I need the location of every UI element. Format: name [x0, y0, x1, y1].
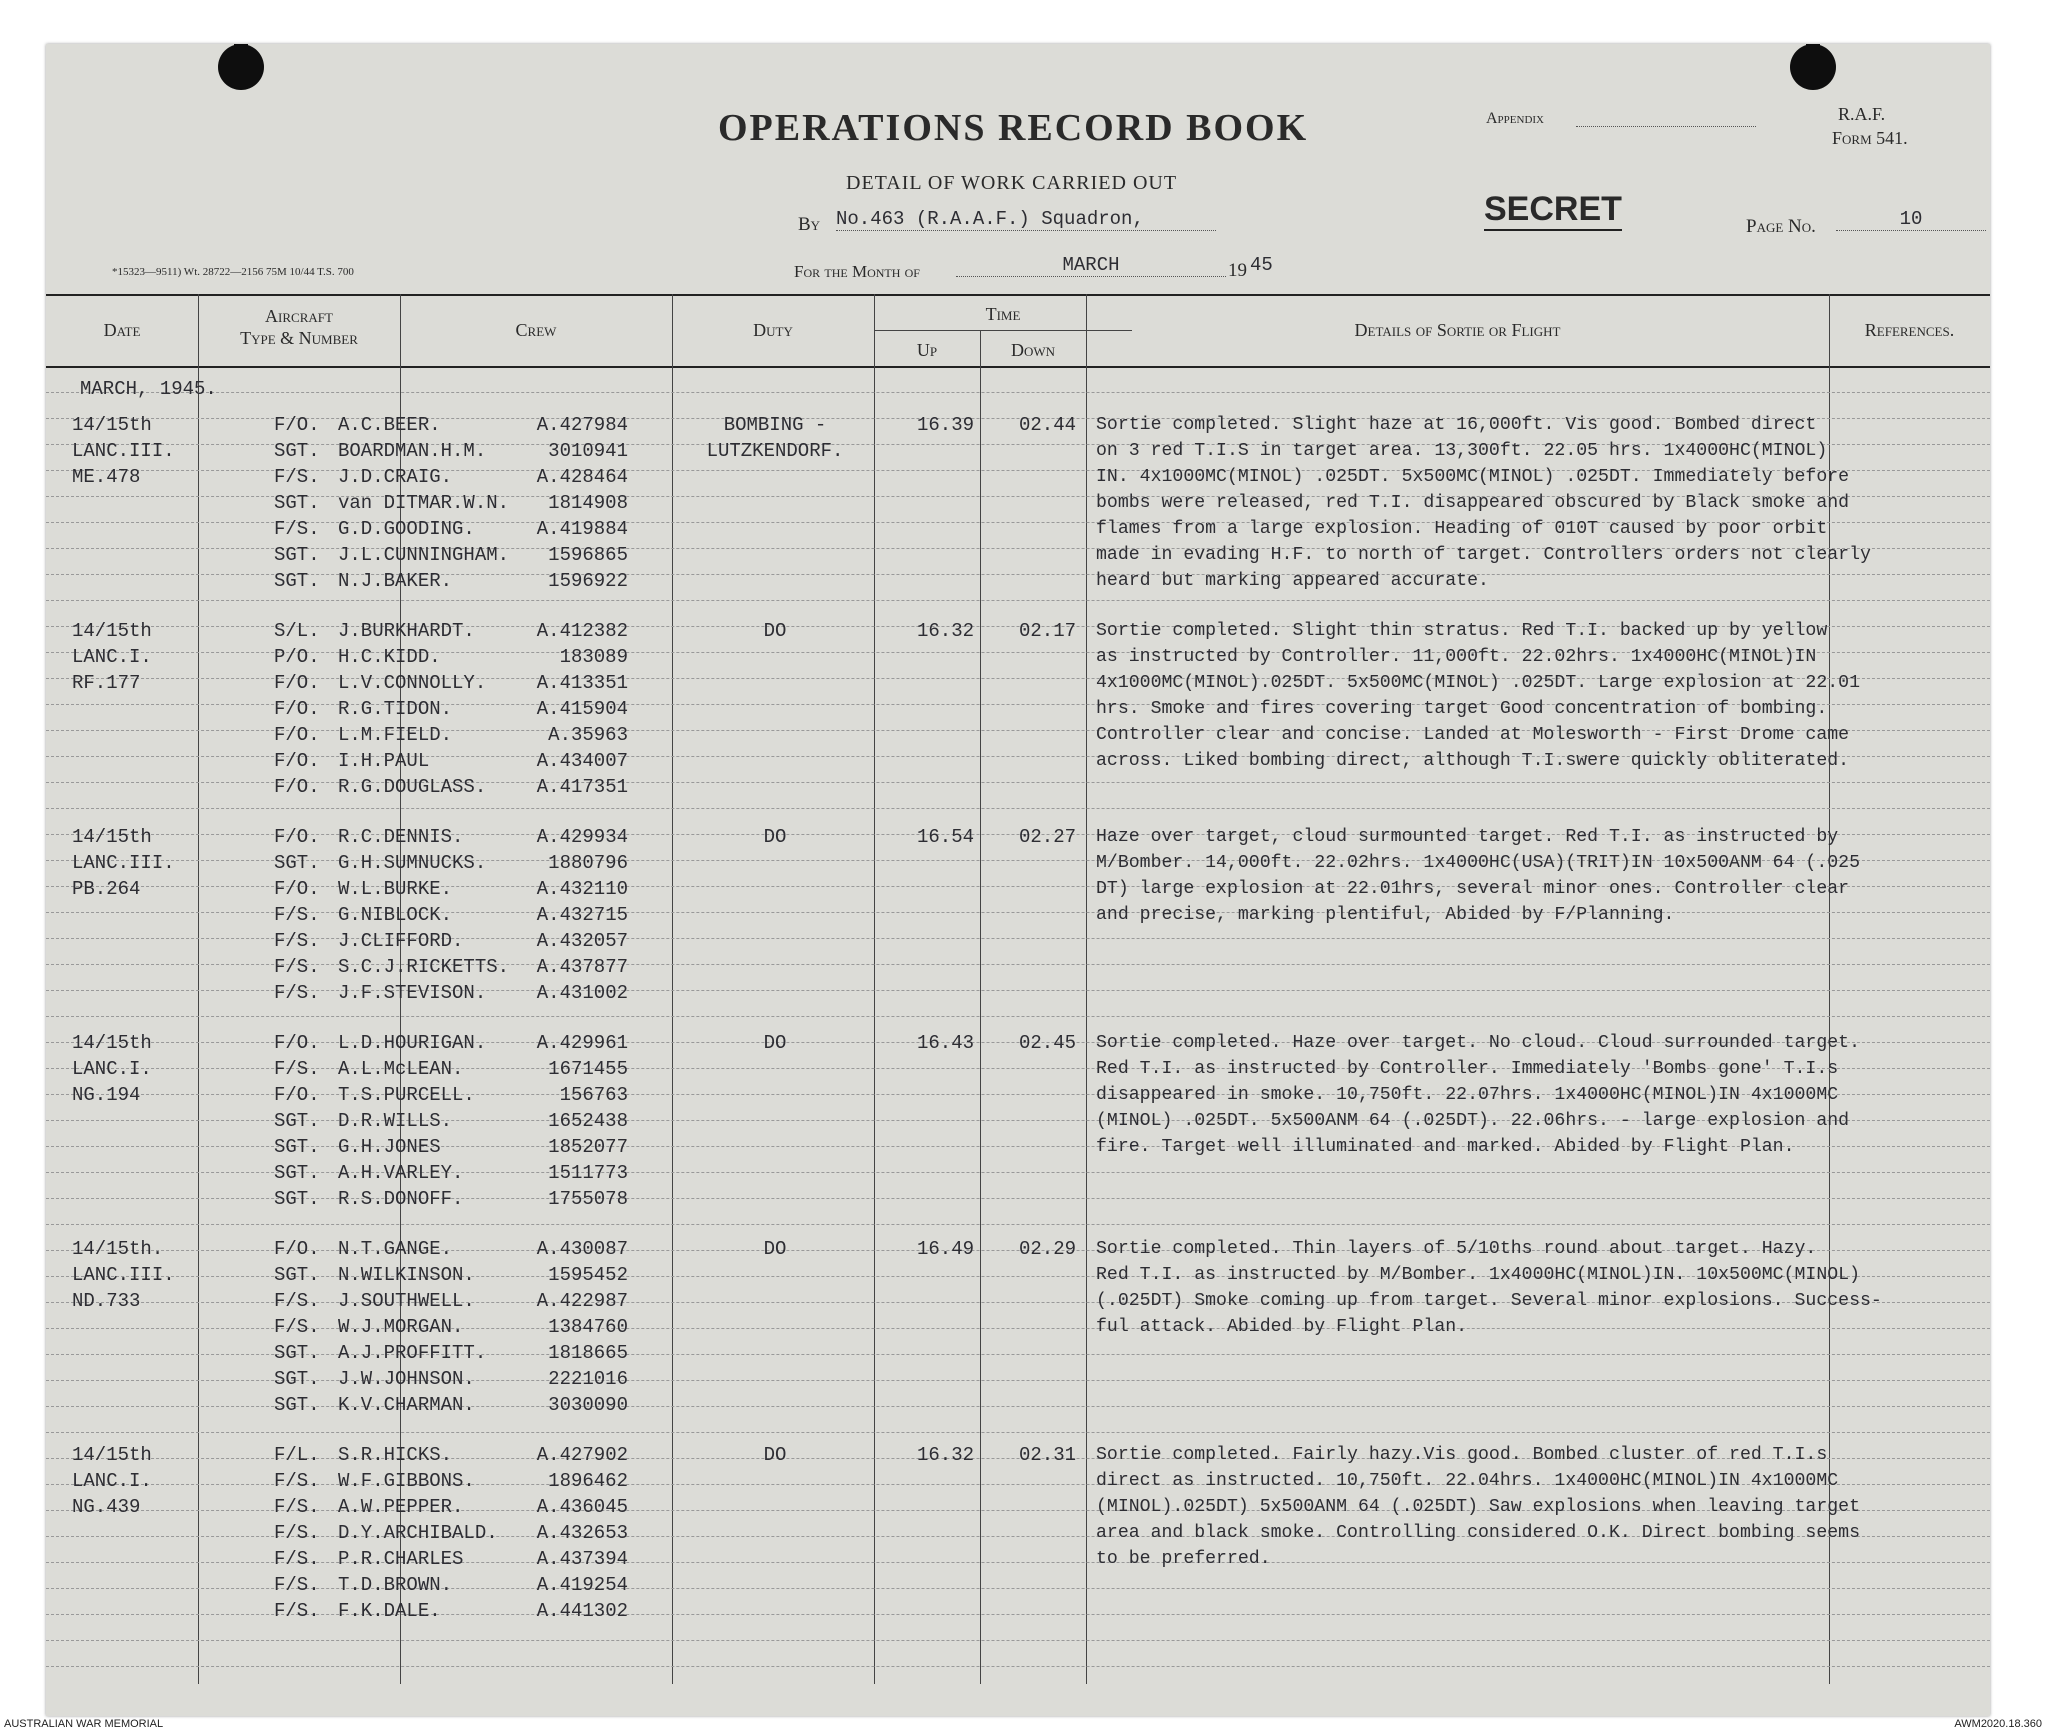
crew-name: T.D.BROWN. — [338, 1574, 453, 1596]
crew-rank: F/S. — [274, 1600, 320, 1622]
crew-rank: F/S. — [274, 904, 320, 926]
appendix-label: Appendix — [1486, 110, 1545, 127]
crew-name: G.D.GOODING. — [338, 518, 475, 540]
crew-rank: SGT. — [274, 1188, 320, 1210]
page-number-label: Page No. — [1746, 216, 1816, 237]
crew-number: A.434007 — [536, 750, 628, 772]
crew-rank: F/O. — [274, 750, 320, 772]
crew-number: 1671455 — [548, 1058, 628, 1080]
crew-rank: F/S. — [274, 1496, 320, 1518]
sortie-detail-line: as instructed by Controller. 11,000ft. 22.02hrs. 1x4000HC(MINOL)IN — [1096, 647, 1817, 667]
sortie-detail-line: flames from a large explosion. Heading of 010T caused by poor orbit — [1096, 519, 1828, 539]
crew-rank: SGT. — [274, 1136, 320, 1158]
crew-name: A.J.PROFFITT. — [338, 1342, 487, 1364]
crew-number: A.413351 — [536, 672, 628, 694]
appendix-field — [1576, 126, 1756, 127]
crew-name: J.BURKHARDT. — [338, 620, 475, 642]
aircraft-id: LANC.III. — [72, 852, 175, 874]
aircraft-id: NG.194 — [72, 1084, 141, 1106]
crew-name: G.NIBLOCK. — [338, 904, 453, 926]
crew-rank: S/L. — [274, 620, 320, 642]
crew-name: J.SOUTHWELL. — [338, 1290, 475, 1312]
crew-number: A.419884 — [536, 518, 628, 540]
crew-name: D.Y.ARCHIBALD. — [338, 1522, 498, 1544]
crew-number: A.35963 — [548, 724, 628, 746]
time-up: 16.39 — [916, 414, 974, 436]
sortie-detail-line: ful attack. Abided by Flight Plan. — [1096, 1317, 1468, 1337]
crew-number: A.417351 — [536, 776, 628, 798]
crew-rank: F/O. — [274, 776, 320, 798]
crew-rank: F/S. — [274, 1058, 320, 1080]
aircraft-id: LANC.III. — [72, 1264, 175, 1286]
crew-number: A.429934 — [536, 826, 628, 848]
time-down: 02.27 — [1018, 826, 1076, 848]
sortie-detail-line: disappeared in smoke. 10,750ft. 22.07hrs. 1x4000HC(MINOL)IN 4x1000MC — [1096, 1085, 1839, 1105]
crew-number: A.432715 — [536, 904, 628, 926]
sortie-detail-line: Haze over target, cloud surmounted target. Red T.I. as instructed by — [1096, 827, 1839, 847]
crew-name: H.C.KIDD. — [338, 646, 441, 668]
crew-name: T.S.PURCELL. — [338, 1084, 475, 1106]
time-up: 16.32 — [916, 620, 974, 642]
crew-number: 1852077 — [548, 1136, 628, 1158]
by-label: By — [798, 214, 821, 235]
sortie-detail-line: (.025DT) Smoke coming up from target. Several minor explosions. Success- — [1096, 1291, 1882, 1311]
column-header-up: Up — [916, 340, 938, 360]
crew-name: W.J.MORGAN. — [338, 1316, 464, 1338]
crew-number: A.415904 — [536, 698, 628, 720]
sortie-duty: DO — [763, 620, 787, 642]
crew-name: R.S.DONOFF. — [338, 1188, 464, 1210]
sortie-detail-line: and precise, marking plentiful, Abided by F/Planning. — [1096, 905, 1675, 925]
crew-rank: SGT. — [274, 492, 320, 514]
year-prefix: 19 — [1228, 260, 1247, 281]
sortie-detail-line: direct as instructed. 10,750ft. 22.04hrs. 1x4000HC(MINOL)IN 4x1000MC — [1096, 1471, 1839, 1491]
sortie-detail-line: Sortie completed. Slight thin stratus. Red T.I. backed up by yellow — [1096, 621, 1828, 641]
crew-number: 1596865 — [548, 544, 628, 566]
crew-name: BOARDMAN.H.M. — [338, 440, 487, 462]
sortie-date: 14/15th — [72, 1032, 152, 1054]
crew-name: L.V.CONNOLLY. — [338, 672, 487, 694]
crew-name: G.H.JONES — [338, 1136, 441, 1158]
form-line-1: R.A.F. — [1838, 104, 1886, 124]
crew-rank: F/S. — [274, 518, 320, 540]
crew-name: L.D.HOURIGAN. — [338, 1032, 487, 1054]
crew-rank: SGT. — [274, 570, 320, 592]
crew-name: van DITMAR.W.N. — [338, 492, 510, 514]
sortie-date: 14/15th — [72, 414, 152, 436]
crew-name: R.G.DOUGLASS. — [338, 776, 487, 798]
sortie-detail-line: Sortie completed. Thin layers of 5/10ths round about target. Hazy. — [1096, 1239, 1817, 1259]
sortie-detail-line: (MINOL).025DT) 5x500ANM 64 (.025DT) Saw explosions when leaving target — [1096, 1497, 1860, 1517]
aircraft-id: LANC.I. — [72, 1470, 152, 1492]
record-table — [46, 294, 1990, 1684]
crew-name: D.R.WILLS. — [338, 1110, 453, 1132]
time-up: 16.43 — [916, 1032, 974, 1054]
sortie-detail-line: to be preferred. — [1096, 1549, 1271, 1569]
archive-reference: AWM2020.18.360 — [1954, 1718, 2042, 1730]
aircraft-id: LANC.III. — [72, 440, 175, 462]
crew-rank: F/S. — [274, 1522, 320, 1544]
crew-rank: SGT. — [274, 1110, 320, 1132]
crew-number: 156763 — [559, 1084, 628, 1106]
crew-name: J.CLIFFORD. — [338, 930, 464, 952]
crew-name: L.M.FIELD. — [338, 724, 453, 746]
sortie-detail-line: IN. 4x1000MC(MINOL) .025DT. 5x500MC(MINOL) .025DT. Immediately before — [1096, 467, 1850, 487]
crew-rank: SGT. — [274, 1394, 320, 1416]
time-up: 16.49 — [916, 1238, 974, 1260]
crew-rank: F/S. — [274, 466, 320, 488]
crew-rank: F/O. — [274, 878, 320, 900]
print-code: *15323—9511) Wt. 28722—2156 75M 10/44 T.S. 700 — [112, 266, 354, 278]
crew-rank: F/O. — [274, 1084, 320, 1106]
crew-number: A.432110 — [536, 878, 628, 900]
secret-stamp: SECRET — [1484, 190, 1622, 231]
sortie-duty: LUTZKENDORF. — [706, 440, 844, 462]
crew-number: A.431002 — [536, 982, 628, 1004]
crew-number: 2221016 — [548, 1368, 628, 1390]
crew-number: 1880796 — [548, 852, 628, 874]
sortie-date: 14/15th. — [72, 1238, 164, 1260]
aircraft-id: ME.478 — [72, 466, 141, 488]
time-down: 02.31 — [1018, 1444, 1076, 1466]
crew-rank: F/S. — [274, 1316, 320, 1338]
form-line-2: Form 541. — [1832, 128, 1908, 148]
month-heading: MARCH, 1945. — [80, 378, 217, 400]
crew-name: R.C.DENNIS. — [338, 826, 464, 848]
crew-rank: F/O. — [274, 724, 320, 746]
crew-rank: F/S. — [274, 1548, 320, 1570]
sortie-detail-line: Sortie completed. Haze over target. No cloud. Cloud surrounded target. — [1096, 1033, 1860, 1053]
column-header-details: Details of Sortie or Flight — [1354, 320, 1561, 340]
month-value: MARCH — [956, 254, 1226, 277]
crew-name: J.L.CUNNINGHAM. — [338, 544, 510, 566]
crew-name: J.W.JOHNSON. — [338, 1368, 475, 1390]
crew-rank: F/O. — [274, 414, 320, 436]
binder-slot-left — [234, 44, 248, 70]
sortie-detail-line: Controller clear and concise. Landed at Molesworth - First Drome came — [1096, 725, 1850, 745]
crew-name: N.J.BAKER. — [338, 570, 453, 592]
crew-number: 183089 — [559, 646, 628, 668]
month-label: For the Month of — [794, 262, 920, 281]
crew-rank: SGT. — [274, 544, 320, 566]
crew-rank: F/S. — [274, 1574, 320, 1596]
sortie-detail-line: M/Bomber. 14,000ft. 22.02hrs. 1x4000HC(USA)(TRIT)IN 10x500ANM 64 (.025 — [1096, 853, 1860, 873]
crew-number: A.437394 — [536, 1548, 628, 1570]
crew-number: 1755078 — [548, 1188, 628, 1210]
sortie-duty: DO — [763, 826, 787, 848]
crew-name: F.K.DALE. — [338, 1600, 441, 1622]
crew-number: 1384760 — [548, 1316, 628, 1338]
sortie-duty: DO — [763, 1032, 787, 1054]
page-number: 10 — [1836, 208, 1986, 231]
sortie-detail-line: area and black smoke. Controlling considered O.K. Direct bombing seems — [1096, 1523, 1860, 1543]
squadron-name: No.463 (R.A.A.F.) Squadron, — [836, 208, 1216, 231]
time-down: 02.17 — [1018, 620, 1076, 642]
aircraft-id: LANC.I. — [72, 1058, 152, 1080]
aircraft-id: PB.264 — [72, 878, 141, 900]
sortie-detail-line: Sortie completed. Slight haze at 16,000ft. Vis good. Bombed direct — [1096, 415, 1817, 435]
sortie-duty: DO — [763, 1238, 787, 1260]
crew-number: A.430087 — [536, 1238, 628, 1260]
crew-rank: F/L. — [274, 1444, 320, 1466]
crew-rank: F/O. — [274, 826, 320, 848]
column-header-aircraft: Aircraft — [265, 306, 333, 326]
crew-name: I.H.PAUL — [338, 750, 430, 772]
binder-slot-right — [1806, 44, 1820, 70]
crew-number: A.432653 — [536, 1522, 628, 1544]
time-up: 16.32 — [916, 1444, 974, 1466]
sortie-detail-line: fire. Target well illuminated and marked. Abided by Flight Plan. — [1096, 1137, 1795, 1157]
aircraft-id: LANC.I. — [72, 646, 152, 668]
sortie-detail-line: made in evading H.F. to north of target. Controllers orders not clearly — [1096, 545, 1871, 565]
crew-number: 1818665 — [548, 1342, 628, 1364]
crew-rank: F/S. — [274, 956, 320, 978]
crew-rank: SGT. — [274, 1342, 320, 1364]
crew-number: A.432057 — [536, 930, 628, 952]
sortie-detail-line: Red T.I. as instructed by Controller. Immediately 'Bombs gone' T.I.s — [1096, 1059, 1839, 1079]
crew-number: 1596922 — [548, 570, 628, 592]
page-subtitle: DETAIL OF WORK CARRIED OUT — [846, 172, 1178, 194]
crew-rank: SGT. — [274, 1264, 320, 1286]
column-header-date: Date — [103, 320, 141, 340]
crew-number: A.412382 — [536, 620, 628, 642]
year-value: 45 — [1250, 254, 1273, 276]
aircraft-id: NG.439 — [72, 1496, 141, 1518]
crew-rank: F/O. — [274, 1238, 320, 1260]
crew-name: A.L.McLEAN. — [338, 1058, 464, 1080]
crew-rank: F/S. — [274, 982, 320, 1004]
crew-number: 3010941 — [548, 440, 628, 462]
sortie-detail-line: 4x1000MC(MINOL).025DT. 5x500MC(MINOL) .025DT. Large explosion at 22.01 — [1096, 673, 1860, 693]
crew-number: 1896462 — [548, 1470, 628, 1492]
column-header-time: Time — [985, 304, 1021, 324]
crew-name: J.F.STEVISON. — [338, 982, 487, 1004]
crew-number: A.427984 — [536, 414, 628, 436]
sortie-detail-line: hrs. Smoke and fires covering target Good concentration of bombing. — [1096, 699, 1828, 719]
column-header-down: Down — [1010, 340, 1056, 360]
crew-rank: F/S. — [274, 930, 320, 952]
crew-name: N.T.GANGE. — [338, 1238, 453, 1260]
crew-name: S.R.HICKS. — [338, 1444, 453, 1466]
record-sheet — [46, 44, 1990, 1716]
archive-credit: AUSTRALIAN WAR MEMORIAL — [4, 1718, 164, 1730]
time-down: 02.45 — [1018, 1032, 1076, 1054]
crew-rank: SGT. — [274, 1368, 320, 1390]
crew-number: A.422987 — [536, 1290, 628, 1312]
crew-rank: SGT. — [274, 440, 320, 462]
crew-number: A.441302 — [536, 1600, 628, 1622]
crew-name: N.WILKINSON. — [338, 1264, 475, 1286]
crew-name: K.V.CHARMAN. — [338, 1394, 475, 1416]
time-down: 02.44 — [1018, 414, 1076, 436]
crew-rank: F/S. — [274, 1470, 320, 1492]
sortie-detail-line: bombs were released, red T.I. disappeared obscured by Black smoke and — [1096, 493, 1850, 513]
crew-number: 1595452 — [548, 1264, 628, 1286]
aircraft-id: RF.177 — [72, 672, 141, 694]
column-header-duty: Duty — [753, 320, 793, 340]
time-up: 16.54 — [916, 826, 974, 848]
sortie-detail-line: across. Liked bombing direct, although T.I.swere quickly obliterated. — [1096, 751, 1850, 771]
crew-rank: F/O. — [274, 1032, 320, 1054]
crew-name: G.H.SUMNUCKS. — [338, 852, 487, 874]
time-down: 02.29 — [1018, 1238, 1076, 1260]
sortie-date: 14/15th — [72, 826, 152, 848]
column-header-aircraft-sub: Type & Number — [240, 328, 358, 348]
crew-rank: SGT. — [274, 852, 320, 874]
sortie-date: 14/15th — [72, 1444, 152, 1466]
sortie-detail-line: Sortie completed. Fairly hazy.Vis good. Bombed cluster of red T.I.s — [1096, 1445, 1828, 1465]
sortie-date: 14/15th — [72, 620, 152, 642]
crew-name: R.G.TIDON. — [338, 698, 453, 720]
crew-number: 3030090 — [548, 1394, 628, 1416]
crew-rank: F/O. — [274, 672, 320, 694]
aircraft-id: ND.733 — [72, 1290, 141, 1312]
crew-number: A.419254 — [536, 1574, 628, 1596]
crew-name: P.R.CHARLES — [338, 1548, 464, 1570]
crew-name: W.L.BURKE. — [338, 878, 453, 900]
sortie-detail-line: DT) large explosion at 22.01hrs, several minor ones. Controller clear — [1096, 879, 1850, 899]
crew-name: A.C.BEER. — [338, 414, 441, 436]
crew-number: 1652438 — [548, 1110, 628, 1132]
crew-rank: SGT. — [274, 1162, 320, 1184]
crew-name: J.D.CRAIG. — [338, 466, 453, 488]
crew-number: A.427902 — [536, 1444, 628, 1466]
sortie-detail-line: heard but marking appeared accurate. — [1096, 571, 1489, 591]
crew-name: W.F.GIBBONS. — [338, 1470, 475, 1492]
crew-number: A.429961 — [536, 1032, 628, 1054]
crew-rank: F/O. — [274, 698, 320, 720]
crew-name: A.H.VARLEY. — [338, 1162, 464, 1184]
crew-number: 1511773 — [548, 1162, 628, 1184]
sortie-duty: DO — [763, 1444, 787, 1466]
crew-name: S.C.J.RICKETTS. — [338, 956, 510, 978]
sortie-detail-line: on 3 red T.I.S in target area. 13,300ft. 22.05 hrs. 1x4000HC(MINOL) — [1096, 441, 1828, 461]
crew-number: A.437877 — [536, 956, 628, 978]
sortie-duty: BOMBING - — [723, 414, 827, 436]
column-header-crew: Crew — [515, 320, 557, 340]
column-header-references: References. — [1864, 320, 1955, 340]
crew-number: A.436045 — [536, 1496, 628, 1518]
page-title: OPERATIONS RECORD BOOK — [718, 107, 1309, 149]
sortie-detail-line: (MINOL) .025DT. 5x500ANM 64 (.025DT). 22.06hrs. - large explosion and — [1096, 1111, 1850, 1131]
crew-number: A.428464 — [536, 466, 628, 488]
crew-rank: F/S. — [274, 1290, 320, 1312]
crew-number: 1814908 — [548, 492, 628, 514]
crew-name: A.W.PEPPER. — [338, 1496, 464, 1518]
crew-rank: P/O. — [274, 646, 320, 668]
sortie-detail-line: Red T.I. as instructed by M/Bomber. 1x4000HC(MINOL)IN. 10x500MC(MINOL) — [1096, 1265, 1860, 1285]
